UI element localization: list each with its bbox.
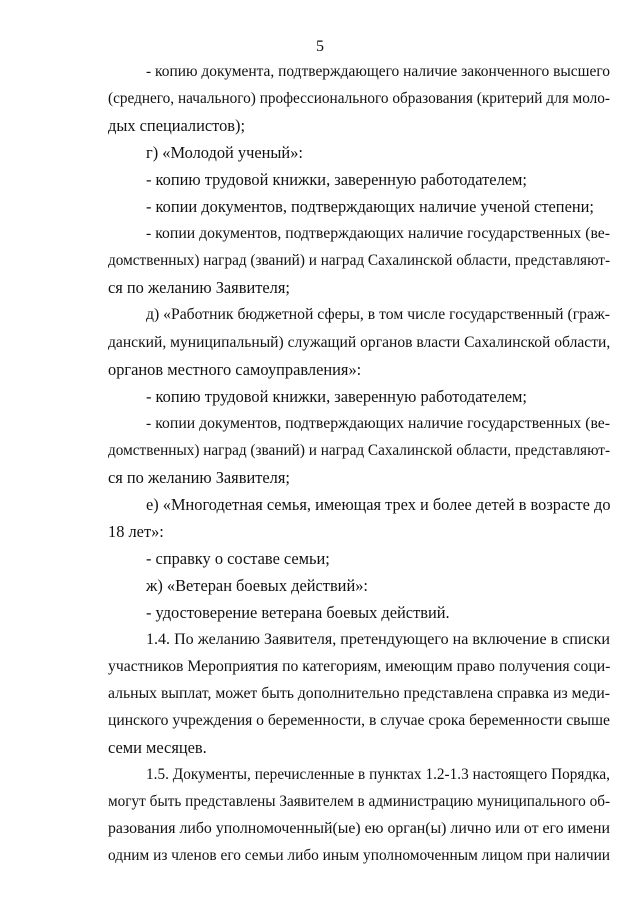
text-line: (среднего, начального) профессионального образования (критерий для моло- bbox=[108, 90, 610, 108]
text-line: - копии документов, подтверждающих наличие государственных (ве- bbox=[146, 414, 610, 432]
text-line: домственных) наград (званий) и наград Сахалинской области, представляют- bbox=[108, 441, 611, 459]
text-line: - копию трудовой книжки, заверенную работодателем; bbox=[146, 170, 527, 190]
text-line: домственных) наград (званий) и наград Сахалинской области, представляют- bbox=[108, 252, 611, 270]
text-line: цинского учреждения о беременности, в случае срока беременности свыше bbox=[108, 712, 610, 730]
text-line: 18 лет»: bbox=[108, 521, 164, 541]
text-line: - копию документа, подтверждающего наличие законченного высшего bbox=[146, 63, 610, 80]
text-line: - копии документов, подтверждающих наличие государственных (ве- bbox=[146, 225, 610, 243]
text-line: - удостоверение ветерана боевых действий. bbox=[146, 603, 450, 622]
text-line: - копии документов, подтверждающих наличие ученой степени; bbox=[146, 197, 594, 217]
text-line: дых специалистов); bbox=[108, 116, 246, 136]
text-line: разования либо уполномоченный(ые) ею орган(ы) лично или от его имени bbox=[108, 820, 610, 838]
text-line: органов местного самоуправления»: bbox=[108, 359, 362, 379]
text-line: 1.5. Документы, перечисленные в пунктах 1.2-1.3 настоящего Порядка, bbox=[146, 766, 610, 784]
text-line: - копию трудовой книжки, заверенную работодателем; bbox=[146, 386, 527, 406]
text-line: могут быть представлены Заявителем в администрацию муниципального об- bbox=[108, 793, 611, 811]
text-line: 1.4. По желанию Заявителя, претендующего на включение в списки bbox=[146, 631, 610, 649]
text-line: д) «Работник бюджетной сферы, в том числе государственный (граж- bbox=[146, 306, 610, 324]
text-line: участников Мероприятия по категориям, имеющим право получения соци- bbox=[108, 658, 611, 676]
text-line: е) «Многодетная семья, имеющая трех и более детей в возрасте до bbox=[146, 494, 611, 514]
text-line: данский, муниципальный) служащий органов власти Сахалинской области, bbox=[108, 333, 611, 351]
text-line: ж) «Ветеран боевых действий»: bbox=[146, 575, 368, 595]
text-line: г) «Молодой ученый»: bbox=[146, 143, 303, 163]
page-number: 5 bbox=[316, 38, 324, 55]
text-line: альных выплат, может быть дополнительно представлена справка из меди- bbox=[108, 685, 611, 703]
text-line: - справку о составе семьи; bbox=[146, 548, 330, 568]
text-line: ся по желанию Заявителя; bbox=[108, 467, 290, 487]
text-line: одним из членов его семьи либо иным уполномоченным лицом при наличии bbox=[108, 847, 611, 865]
text-line: ся по желанию Заявителя; bbox=[108, 278, 290, 298]
text-line: семи месяцев. bbox=[108, 738, 207, 758]
